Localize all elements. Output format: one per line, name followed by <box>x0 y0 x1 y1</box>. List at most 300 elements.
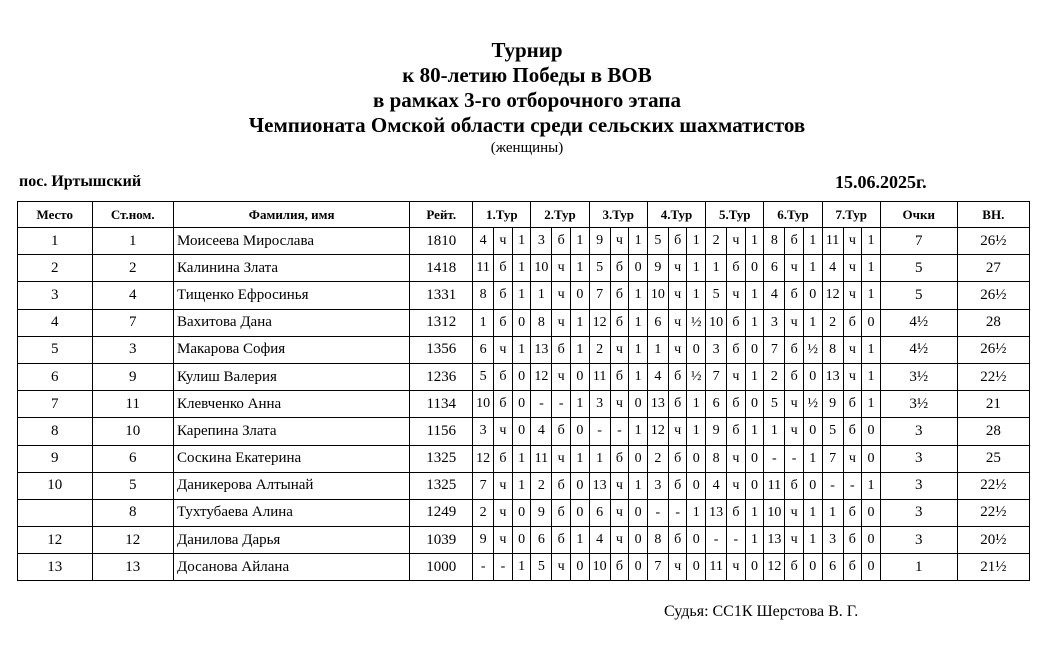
round-color-cell: б <box>668 363 687 390</box>
round-opponent-cell: 11 <box>473 255 494 282</box>
round-color-cell: б <box>668 391 687 418</box>
round-result-cell: 0 <box>512 527 531 554</box>
round-color-cell: ч <box>552 363 571 390</box>
round-color-cell: б <box>727 255 746 282</box>
rating-cell: 1156 <box>410 418 473 445</box>
tiebreak-cell: 26½ <box>957 282 1029 309</box>
round-opponent-cell: 3 <box>647 472 668 499</box>
place-cell: 2 <box>18 255 93 282</box>
player-name-cell: Досанова Айлана <box>173 554 409 581</box>
player-name-cell: Клевченко Анна <box>173 391 409 418</box>
round-color-cell: б <box>494 363 513 390</box>
rating-cell: 1325 <box>410 445 473 472</box>
round-result-cell: 1 <box>687 499 706 526</box>
round-opponent-cell: 12 <box>822 282 843 309</box>
points-cell: 3½ <box>880 391 957 418</box>
round-color-cell: ч <box>552 309 571 336</box>
round-color-cell: - <box>494 554 513 581</box>
rating-cell: 1325 <box>410 472 473 499</box>
round-opponent-cell: 4 <box>706 472 727 499</box>
round-color-cell: б <box>843 554 862 581</box>
round-opponent-cell: 6 <box>589 499 610 526</box>
col-header-place: Место <box>18 202 93 228</box>
place-cell: 4 <box>18 309 93 336</box>
round-color-cell: б <box>785 228 804 255</box>
round-result-cell: 0 <box>745 472 764 499</box>
round-result-cell: 0 <box>803 282 822 309</box>
round-opponent-cell: 1 <box>473 309 494 336</box>
rating-cell: 1331 <box>410 282 473 309</box>
table-row <box>18 228 1030 255</box>
round-color-cell: б <box>785 282 804 309</box>
round-color-cell: ч <box>552 255 571 282</box>
round-result-cell: 1 <box>862 282 881 309</box>
round-opponent-cell: 11 <box>706 554 727 581</box>
round-color-cell: ч <box>668 255 687 282</box>
round-color-cell: ч <box>668 336 687 363</box>
round-opponent-cell: - <box>647 499 668 526</box>
points-cell: 4½ <box>880 336 957 363</box>
round-result-cell: 1 <box>745 527 764 554</box>
start-number-cell: 12 <box>92 527 173 554</box>
table-row <box>18 472 1030 499</box>
round-opponent-cell: - <box>531 391 552 418</box>
round-opponent-cell: 10 <box>764 499 785 526</box>
round-result-cell: 1 <box>629 363 648 390</box>
round-result-cell: 1 <box>571 527 590 554</box>
round-color-cell: ч <box>727 554 746 581</box>
round-result-cell: 0 <box>687 472 706 499</box>
round-opponent-cell: 1 <box>647 336 668 363</box>
round-color-cell: - <box>785 445 804 472</box>
round-color-cell: б <box>785 554 804 581</box>
round-opponent-cell: 8 <box>647 527 668 554</box>
round-color-cell: ч <box>494 228 513 255</box>
round-color-cell: б <box>610 282 629 309</box>
player-name-cell: Тищенко Ефросинья <box>173 282 409 309</box>
tiebreak-cell: 21 <box>957 391 1029 418</box>
round-result-cell: 1 <box>862 472 881 499</box>
round-result-cell: 0 <box>629 255 648 282</box>
round-result-cell: 0 <box>512 499 531 526</box>
round-opponent-cell: 13 <box>647 391 668 418</box>
round-opponent-cell: 9 <box>589 228 610 255</box>
round-opponent-cell: 11 <box>764 472 785 499</box>
round-result-cell: 1 <box>862 255 881 282</box>
round-opponent-cell: 10 <box>531 255 552 282</box>
round-opponent-cell: 9 <box>706 418 727 445</box>
round-opponent-cell: 3 <box>706 336 727 363</box>
round-color-cell: б <box>610 445 629 472</box>
round-result-cell: 1 <box>803 255 822 282</box>
round-opponent-cell: 12 <box>589 309 610 336</box>
round-result-cell: 1 <box>745 418 764 445</box>
round-color-cell: б <box>494 391 513 418</box>
rating-cell: 1236 <box>410 363 473 390</box>
rating-cell: 1249 <box>410 499 473 526</box>
round-opponent-cell: 2 <box>589 336 610 363</box>
round-result-cell: 0 <box>862 418 881 445</box>
round-result-cell: 1 <box>629 336 648 363</box>
round-result-cell: 1 <box>803 527 822 554</box>
round-color-cell: б <box>843 309 862 336</box>
round-color-cell: б <box>552 499 571 526</box>
col-header-rating: Рейт. <box>410 202 473 228</box>
round-opponent-cell: 3 <box>589 391 610 418</box>
round-result-cell: 1 <box>512 554 531 581</box>
round-color-cell: ч <box>727 363 746 390</box>
table-row <box>18 309 1030 336</box>
round-result-cell: 0 <box>862 499 881 526</box>
round-opponent-cell: 4 <box>589 527 610 554</box>
round-color-cell: б <box>843 391 862 418</box>
round-opponent-cell: 10 <box>589 554 610 581</box>
player-name-cell: Карепина Злата <box>173 418 409 445</box>
player-name-cell: Данилова Дарья <box>173 527 409 554</box>
round-opponent-cell: - <box>764 445 785 472</box>
round-result-cell: 1 <box>571 255 590 282</box>
round-result-cell: 1 <box>571 309 590 336</box>
table-row <box>18 445 1030 472</box>
round-opponent-cell: 11 <box>822 228 843 255</box>
round-color-cell: б <box>668 472 687 499</box>
place-cell: 9 <box>18 445 93 472</box>
place-cell: 5 <box>18 336 93 363</box>
round-color-cell: ч <box>610 391 629 418</box>
tiebreak-cell: 22½ <box>957 363 1029 390</box>
round-opponent-cell: 2 <box>531 472 552 499</box>
round-opponent-cell: 7 <box>647 554 668 581</box>
table-row <box>18 336 1030 363</box>
title-line-3: в рамках 3-го отборочного этапа <box>373 88 681 112</box>
round-opponent-cell: 3 <box>473 418 494 445</box>
round-result-cell: 1 <box>687 255 706 282</box>
round-result-cell: 0 <box>745 554 764 581</box>
round-color-cell: ч <box>785 391 804 418</box>
place-cell: 3 <box>18 282 93 309</box>
round-color-cell: б <box>843 499 862 526</box>
round-opponent-cell: 6 <box>647 309 668 336</box>
round-color-cell: - <box>610 418 629 445</box>
title-line-2: к 80-летию Победы в ВОВ <box>402 63 652 87</box>
player-name-cell: Кулиш Валерия <box>173 363 409 390</box>
round-result-cell: 1 <box>687 282 706 309</box>
col-header-round-3: 3.Тур <box>589 202 647 228</box>
round-result-cell: 0 <box>803 472 822 499</box>
col-header-round-4: 4.Тур <box>647 202 705 228</box>
col-header-tiebreak: ВН. <box>957 202 1029 228</box>
round-color-cell: - <box>668 499 687 526</box>
round-opponent-cell: 4 <box>822 255 843 282</box>
document-header <box>0 38 1054 157</box>
judge-signature-line: Судья: СС1К Шерстова В. Г. <box>664 603 859 620</box>
round-color-cell: б <box>610 363 629 390</box>
round-opponent-cell: 3 <box>764 309 785 336</box>
place-cell: 7 <box>18 391 93 418</box>
rating-cell: 1039 <box>410 527 473 554</box>
table-row <box>18 363 1030 390</box>
round-opponent-cell: 2 <box>706 228 727 255</box>
round-color-cell: ч <box>727 472 746 499</box>
round-result-cell: 1 <box>862 363 881 390</box>
round-opponent-cell: 7 <box>822 445 843 472</box>
round-result-cell: 0 <box>512 363 531 390</box>
tiebreak-cell: 25 <box>957 445 1029 472</box>
round-result-cell: 1 <box>629 228 648 255</box>
start-number-cell: 11 <box>92 391 173 418</box>
place-cell: 8 <box>18 418 93 445</box>
round-color-cell: б <box>785 363 804 390</box>
round-result-cell: 1 <box>803 309 822 336</box>
round-opponent-cell: 8 <box>706 445 727 472</box>
round-result-cell: 1 <box>862 391 881 418</box>
round-opponent-cell: 7 <box>706 363 727 390</box>
round-color-cell: ч <box>610 499 629 526</box>
round-result-cell: 1 <box>803 499 822 526</box>
round-opponent-cell: 9 <box>822 391 843 418</box>
place-cell: 1 <box>18 228 93 255</box>
tiebreak-cell: 22½ <box>957 499 1029 526</box>
place-cell: 12 <box>18 527 93 554</box>
col-header-points: Очки <box>880 202 957 228</box>
round-result-cell: 0 <box>745 255 764 282</box>
round-color-cell: б <box>494 309 513 336</box>
col-header-round-5: 5.Тур <box>706 202 764 228</box>
table-row <box>18 527 1030 554</box>
round-opponent-cell: 4 <box>764 282 785 309</box>
col-header-name: Фамилия, имя <box>173 202 409 228</box>
title-line-4: Чемпионата Омской области среди сельских шахматистов <box>248 113 806 137</box>
round-color-cell: ч <box>552 445 571 472</box>
round-color-cell: б <box>610 309 629 336</box>
round-opponent-cell: 6 <box>473 336 494 363</box>
round-color-cell: ч <box>843 445 862 472</box>
round-opponent-cell: 2 <box>473 499 494 526</box>
round-color-cell: б <box>552 418 571 445</box>
round-opponent-cell: 4 <box>531 418 552 445</box>
round-opponent-cell: 7 <box>764 336 785 363</box>
round-opponent-cell: 13 <box>706 499 727 526</box>
round-result-cell: 0 <box>862 445 881 472</box>
round-opponent-cell: 6 <box>706 391 727 418</box>
round-result-cell: 0 <box>571 282 590 309</box>
round-result-cell: 1 <box>745 282 764 309</box>
start-number-cell: 13 <box>92 554 173 581</box>
place-cell: 6 <box>18 363 93 390</box>
round-color-cell: ч <box>843 282 862 309</box>
round-color-cell: ч <box>668 309 687 336</box>
round-color-cell: ч <box>668 418 687 445</box>
round-opponent-cell: 2 <box>647 445 668 472</box>
start-number-cell: 9 <box>92 363 173 390</box>
rating-cell: 1356 <box>410 336 473 363</box>
round-result-cell: 0 <box>629 527 648 554</box>
points-cell: 3 <box>880 418 957 445</box>
round-result-cell: 1 <box>512 282 531 309</box>
round-opponent-cell: 5 <box>647 228 668 255</box>
round-color-cell: б <box>785 336 804 363</box>
round-result-cell: 0 <box>629 499 648 526</box>
round-result-cell: 1 <box>803 445 822 472</box>
round-opponent-cell: 8 <box>473 282 494 309</box>
round-opponent-cell: - <box>473 554 494 581</box>
round-result-cell: 0 <box>803 418 822 445</box>
title-line-1: Турнир <box>491 38 563 62</box>
round-color-cell: ч <box>785 255 804 282</box>
round-color-cell: б <box>727 418 746 445</box>
round-result-cell: 0 <box>687 527 706 554</box>
round-color-cell: ч <box>785 499 804 526</box>
round-color-cell: ч <box>494 418 513 445</box>
round-opponent-cell: 13 <box>531 336 552 363</box>
round-opponent-cell: 10 <box>647 282 668 309</box>
round-result-cell: 1 <box>571 336 590 363</box>
round-opponent-cell: 2 <box>822 309 843 336</box>
event-date: 15.06.2025г. <box>835 172 927 192</box>
round-color-cell: ч <box>610 472 629 499</box>
round-result-cell: 1 <box>687 391 706 418</box>
round-color-cell: б <box>727 336 746 363</box>
round-result-cell: 1 <box>512 336 531 363</box>
round-result-cell: 0 <box>571 499 590 526</box>
round-opponent-cell: 10 <box>473 391 494 418</box>
points-cell: 3½ <box>880 363 957 390</box>
round-color-cell: б <box>494 445 513 472</box>
round-color-cell: б <box>843 418 862 445</box>
points-cell: 3 <box>880 472 957 499</box>
round-color-cell: ч <box>668 282 687 309</box>
player-name-cell: Калинина Злата <box>173 255 409 282</box>
round-opponent-cell: 4 <box>647 363 668 390</box>
round-result-cell: 1 <box>512 472 531 499</box>
round-result-cell: 0 <box>629 445 648 472</box>
round-result-cell: ½ <box>803 391 822 418</box>
points-cell: 5 <box>880 255 957 282</box>
round-opponent-cell: 1 <box>589 445 610 472</box>
round-result-cell: 0 <box>687 554 706 581</box>
round-color-cell: б <box>494 255 513 282</box>
round-result-cell: ½ <box>803 336 822 363</box>
round-color-cell: б <box>552 336 571 363</box>
round-opponent-cell: 7 <box>473 472 494 499</box>
round-color-cell: б <box>552 228 571 255</box>
round-color-cell: б <box>668 228 687 255</box>
round-opponent-cell: 9 <box>647 255 668 282</box>
round-result-cell: 1 <box>687 228 706 255</box>
points-cell: 7 <box>880 228 957 255</box>
round-opponent-cell: 9 <box>473 527 494 554</box>
round-opponent-cell: 1 <box>764 418 785 445</box>
round-color-cell: б <box>843 527 862 554</box>
round-opponent-cell: 10 <box>706 309 727 336</box>
tiebreak-cell: 20½ <box>957 527 1029 554</box>
round-result-cell: 0 <box>687 445 706 472</box>
round-color-cell: ч <box>843 255 862 282</box>
round-color-cell: б <box>785 472 804 499</box>
round-result-cell: 0 <box>512 391 531 418</box>
rating-cell: 1312 <box>410 309 473 336</box>
round-opponent-cell: 12 <box>764 554 785 581</box>
place-cell <box>18 499 93 526</box>
round-result-cell: 0 <box>571 472 590 499</box>
round-opponent-cell: 9 <box>531 499 552 526</box>
place-cell: 13 <box>18 554 93 581</box>
round-color-cell: ч <box>727 282 746 309</box>
points-cell: 4½ <box>880 309 957 336</box>
tiebreak-cell: 21½ <box>957 554 1029 581</box>
round-result-cell: ½ <box>687 363 706 390</box>
round-result-cell: ½ <box>687 309 706 336</box>
round-opponent-cell: 2 <box>764 363 785 390</box>
rating-cell: 1000 <box>410 554 473 581</box>
player-name-cell: Вахитова Дана <box>173 309 409 336</box>
round-result-cell: 0 <box>862 554 881 581</box>
player-name-cell: Тухтубаева Алина <box>173 499 409 526</box>
round-result-cell: 0 <box>571 554 590 581</box>
col-header-start-no: Ст.ном. <box>92 202 173 228</box>
start-number-cell: 4 <box>92 282 173 309</box>
round-opponent-cell: 1 <box>706 255 727 282</box>
round-result-cell: 0 <box>512 418 531 445</box>
round-opponent-cell: 5 <box>473 363 494 390</box>
standings-table <box>17 201 1030 581</box>
points-cell: 1 <box>880 554 957 581</box>
round-color-cell: ч <box>494 472 513 499</box>
table-row <box>18 255 1030 282</box>
round-opponent-cell: 8 <box>764 228 785 255</box>
round-result-cell: 1 <box>571 391 590 418</box>
rating-cell: 1134 <box>410 391 473 418</box>
player-name-cell: Соскина Екатерина <box>173 445 409 472</box>
round-opponent-cell: 1 <box>531 282 552 309</box>
round-result-cell: 1 <box>745 499 764 526</box>
round-result-cell: 1 <box>571 445 590 472</box>
subtitle: (женщины) <box>490 140 564 156</box>
round-opponent-cell: 12 <box>473 445 494 472</box>
round-opponent-cell: 6 <box>764 255 785 282</box>
round-color-cell: ч <box>785 418 804 445</box>
start-number-cell: 3 <box>92 336 173 363</box>
round-result-cell: 1 <box>629 472 648 499</box>
round-opponent-cell: 13 <box>822 363 843 390</box>
round-color-cell: б <box>494 282 513 309</box>
round-opponent-cell: 3 <box>531 228 552 255</box>
points-cell: 3 <box>880 499 957 526</box>
tiebreak-cell: 28 <box>957 309 1029 336</box>
round-result-cell: 1 <box>571 228 590 255</box>
round-result-cell: 0 <box>745 391 764 418</box>
round-opponent-cell: - <box>822 472 843 499</box>
round-color-cell: ч <box>494 499 513 526</box>
round-opponent-cell: 1 <box>822 499 843 526</box>
tiebreak-cell: 28 <box>957 418 1029 445</box>
round-color-cell: ч <box>843 363 862 390</box>
table-row <box>18 282 1030 309</box>
round-opponent-cell: 12 <box>647 418 668 445</box>
round-opponent-cell: 11 <box>531 445 552 472</box>
round-opponent-cell: 7 <box>589 282 610 309</box>
player-name-cell: Моисеева Мирослава <box>173 228 409 255</box>
round-result-cell: 0 <box>862 527 881 554</box>
round-result-cell: 0 <box>512 309 531 336</box>
round-result-cell: 0 <box>803 554 822 581</box>
player-name-cell: Макарова София <box>173 336 409 363</box>
round-color-cell: ч <box>668 554 687 581</box>
tiebreak-cell: 26½ <box>957 336 1029 363</box>
round-result-cell: 1 <box>745 228 764 255</box>
round-opponent-cell: - <box>706 527 727 554</box>
table-row <box>18 499 1030 526</box>
